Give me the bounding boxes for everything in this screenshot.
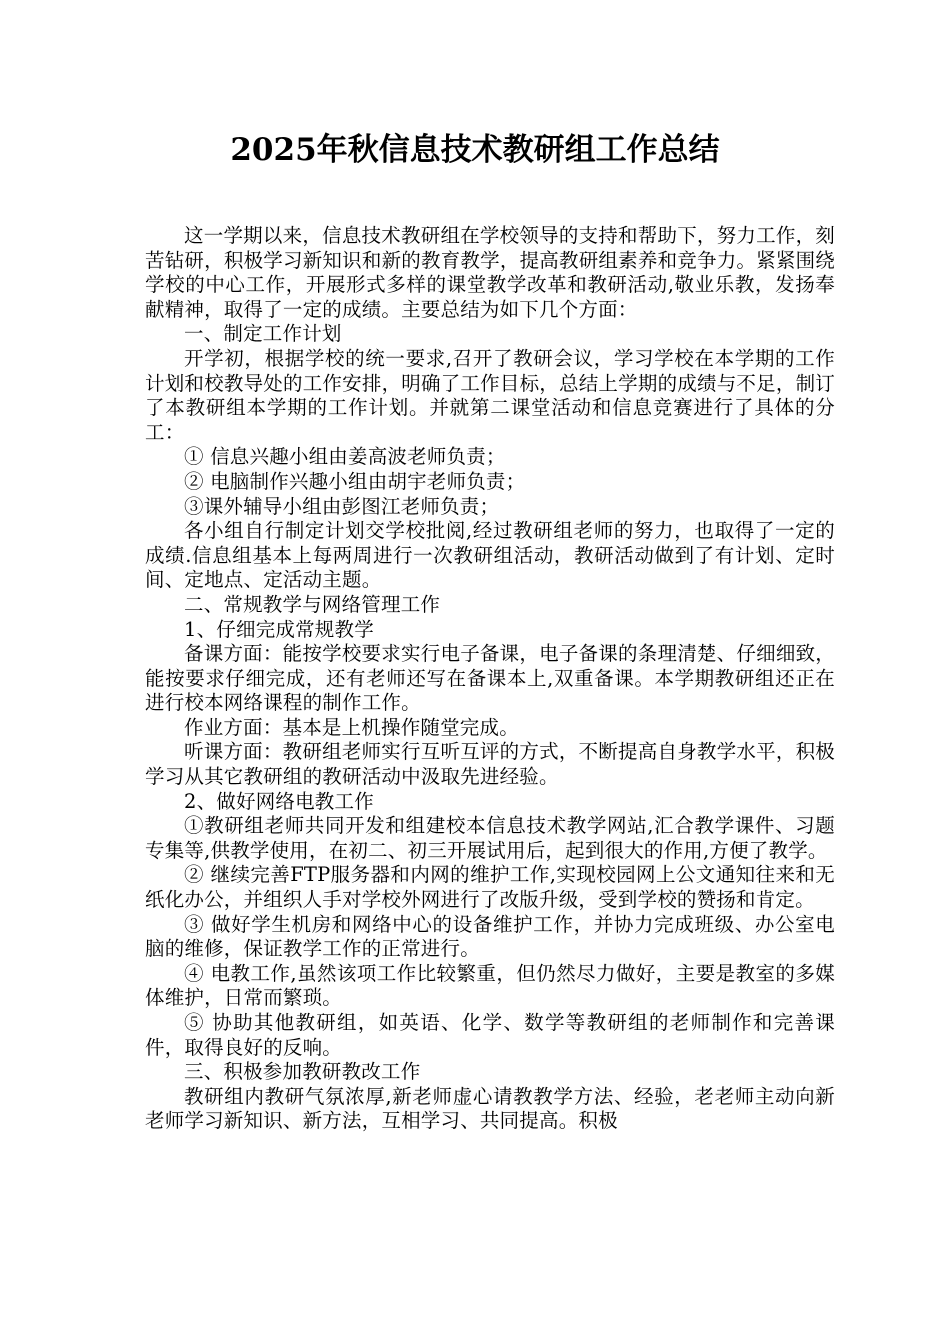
section-heading-teaching: 二、常规教学与网络管理工作: [184, 592, 441, 616]
list-item-network-3: ③ 做好学生机房和网络中心的设备维护工作，并协力完成班级、办公室电脑的维修，保证教学工作的正常进行。: [145, 912, 835, 961]
paragraph-plan: 开学初，根据学校的统一要求,召开了教研会议，学习学校在本学期的工作计划和校教导处的工作安排，明确了工作目标，总结上学期的成绩与不足，制订了本教研组本学期的工作计划。并就第二课堂活动和信息竞赛进行了具体的分工：: [145, 346, 835, 444]
paragraph-groups: 各小组自行制定计划交学校批阅,经过教研组老师的努力，也取得了一定的成绩.信息组基本上每两周进行一次教研组活动，教研活动做到了有计划、定时间、定地点、定活动主题。: [145, 519, 835, 592]
list-item-group-1: ① 信息兴趣小组由姜高波老师负责；: [184, 445, 506, 469]
paragraph-lesson-prep: 备课方面：能按学校要求实行电子备课，电子备课的条理清楚、仔细细致，能按要求仔细完成，还有老师还写在备课本上,双重备课。本学期教研组还正在进行校本网络课程的制作工作。: [145, 642, 835, 715]
list-item-group-2: ② 电脑制作兴趣小组由胡宇老师负责；: [184, 469, 526, 493]
list-item-group-3: ③课外辅导小组由彭图江老师负责；: [184, 494, 500, 518]
document-title: 2025年秋信息技术教研组工作总结: [230, 132, 720, 168]
section-heading-plan: 一、制定工作计划: [184, 322, 342, 346]
list-item-network-2: ② 继续完善FTP服务器和内网的维护工作,实现校园网上公文通知往来和无纸化办公，并组织人手对学校外网进行了改版升级，受到学校的赞扬和肯定。: [145, 863, 835, 912]
paragraph-homework: 作业方面：基本是上机操作随堂完成。: [184, 715, 519, 739]
list-item-network-4: ④ 电教工作,虽然该项工作比较繁重，但仍然尽力做好，主要是教室的多媒体维护，日常而繁琐。: [145, 961, 835, 1010]
intro-paragraph: 这一学期以来，信息技术教研组在学校领导的支持和帮助下，努力工作，刻苦钻研，积极学习新知识和新的教育教学，提高教研组素养和竞争力。紧紧围绕学校的中心工作，开展形式多样的课堂教学改革和教研活动,敬业乐教，发扬奉献精神，取得了一定的成绩。主要总结为如下几个方面：: [145, 224, 835, 321]
subheading-network: 2、做好网络电教工作: [184, 789, 374, 813]
list-item-network-1: ①教研组老师共同开发和组建校本信息技术教学网站,汇合教学课件、习题专集等,供教学使用，在初二、初三开展试用后，起到很大的作用,方便了教学。: [145, 814, 835, 862]
section-heading-research: 三、积极参加教研教改工作: [184, 1060, 421, 1084]
subheading-routine: 1、仔细完成常规教学: [184, 617, 374, 641]
list-item-network-5: ⑤ 协助其他教研组，如英语、化学、数学等教研组的老师制作和完善课件，取得良好的反响。: [145, 1011, 835, 1059]
paragraph-research: 教研组内教研气氛浓厚,新老师虚心请教教学方法、经验，老老师主动向新老师学习新知识、新方法，互相学习、共同提高。积极: [145, 1084, 835, 1133]
document-body: [145, 224, 835, 1134]
paragraph-observation: 听课方面：教研组老师实行互听互评的方式，不断提高自身教学水平，积极学习从其它教研组的教研活动中汲取先进经验。: [145, 740, 835, 789]
